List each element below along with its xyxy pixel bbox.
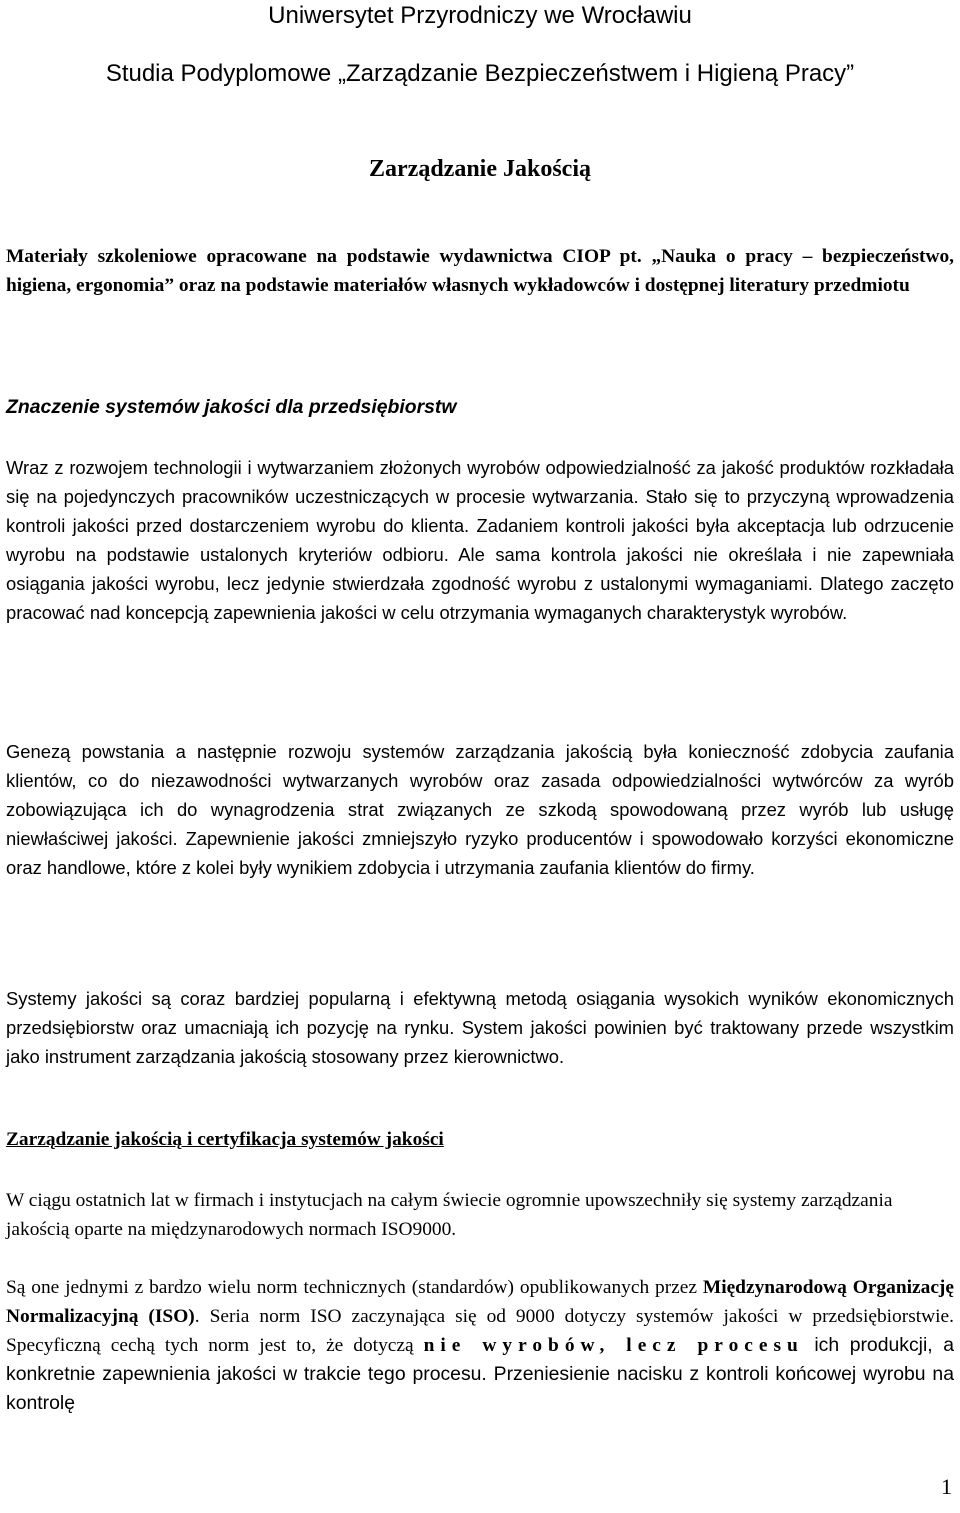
paragraph-text: ich produkcji, a konkretnie zapewnienia jakości w trakcie tego procesu. Przeniesienie nacisku z kontroli końcowej wyrobu na kontrolę [6, 1334, 955, 1414]
body-paragraph [6, 1273, 954, 1418]
materials-note: Materiały szkoleniowe opracowane na podstawie wydawnictwa CIOP pt. „Nauka o pracy – bezpieczeństwo, higiena, ergonomia” oraz na podstawie materiałów własnych wykładowców i dostępnej literatury przedmiotu [6, 246, 954, 296]
program-title: Studia Podyplomowe „Zarządzanie Bezpieczeństwem i Higieną Pracy” [105, 60, 855, 87]
body-paragraph: Systemy jakości są coraz bardziej popularną i efektywną metodą osiągania wysokich wyników ekonomicznych przedsiębiorstw oraz umacniają ich pozycję na rynku. System jakości powinien być traktowany przede wszystkim jako instrument zarządzania jakością stosowany przez kierownictwo. [6, 988, 954, 1067]
subject-title: Zarządzanie Jakością [369, 156, 591, 182]
section-heading: Znaczenie systemów jakości dla przedsiębiorstw [6, 396, 457, 418]
iso-organization-name: Międzynarodową Organizację Normalizacyjną (ISO) [6, 1277, 954, 1327]
body-paragraph: Genezą powstania a następnie rozwoju systemów zarządzania jakością była konieczność zdobycia zaufania klientów, co do niezawodności wytwarzanych wyrobów oraz zasada odpowiedzialności wytwórców za wyrób zobowiązująca ich do wynagrodzenia strat związanych ze szkodą spowodowaną przez wyrób lub usługę niewłaściwej jakości. Zapewnienie jakości zmniejszyło ryzyko producentów i spowodowało korzyści ekonomiczne oraz handlowe, które z kolei były wynikiem zdobycia i utrzymania zaufania klientów do firmy. [6, 741, 954, 878]
body-paragraph: Wraz z rozwojem technologii i wytwarzaniem złożonych wyrobów odpowiedzialność za jakość produktów rozkładała się na pojedynczych pracowników uczestniczących w procesie wytwarzania. Stało się to przyczyną wprowadzenia kontroli jakości przed dostarczeniem wyrobu do klienta. Zadaniem kontroli jakości była akceptacja lub odrzucenie wyrobu na podstawie ustalonych kryteriów odbioru. Ale sama kontrola jakości nie określała i nie zapewniała osiągania jakości wyrobu, lecz jedynie stwierdzała zgodność wyrobu z ustalonymi wymaganiami. Dlatego zaczęto pracować nad koncepcją zapewnienia jakości w celu otrzymania wymaganych charakterystyk wyrobów. [6, 457, 954, 623]
paragraph-text: Są one jednymi z bardzo wielu norm technicznych (standardów) opublikowanych przez [6, 1277, 703, 1298]
page-number: 1 [941, 1474, 952, 1499]
paragraph-text: . Seria norm ISO zaczynająca się od 9000 dotyczy systemów jakości w przedsiębiorstwie. Specyficzną cechą tych norm jest to, że dotyczą [6, 1306, 954, 1356]
university-name: Uniwersytet Przyrodniczy we Wrocławiu [268, 2, 692, 29]
emphasis-text: nie wyrobów, lecz procesu [423, 1335, 804, 1356]
body-paragraph: W ciągu ostatnich lat w firmach i instytucjach na całym świecie ogromnie upowszechniły się systemy zarządzania jakością oparte na międzynarodowych normach ISO9000. [6, 1190, 893, 1240]
section-heading-underlined: Zarządzanie jakością i certyfikacja systemów jakości [6, 1129, 444, 1150]
